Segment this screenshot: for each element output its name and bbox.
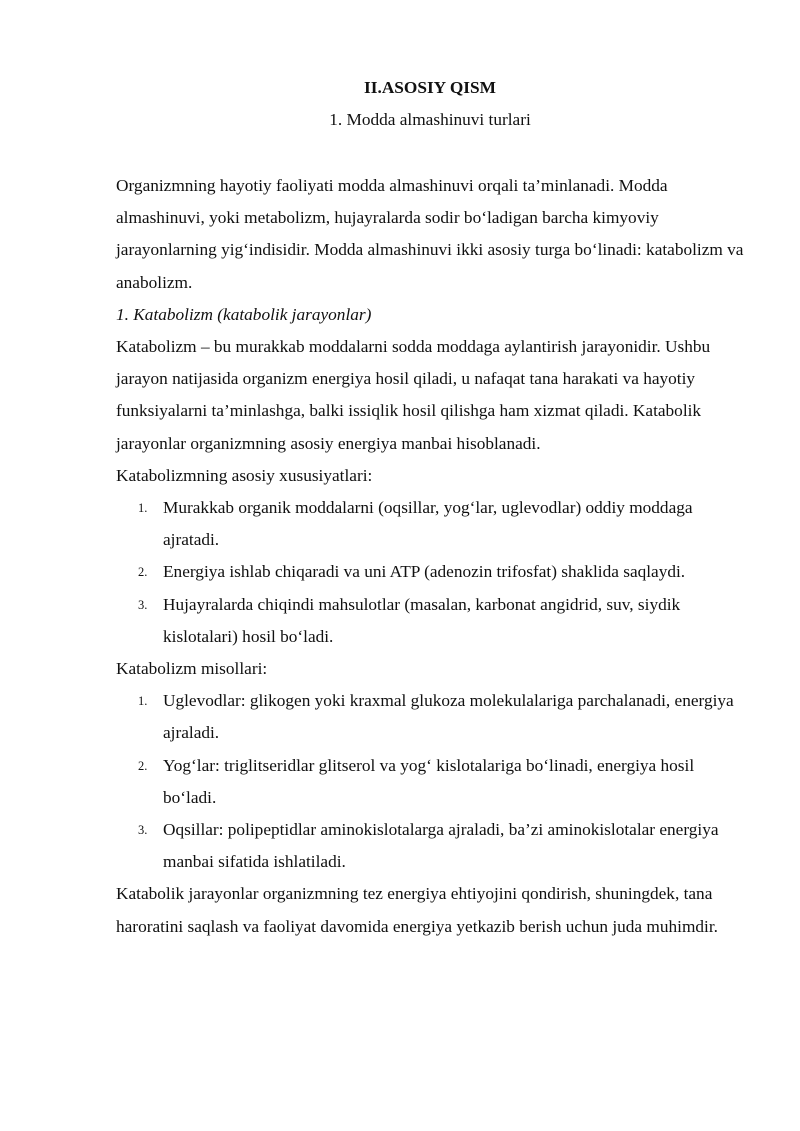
list-item	[116, 492, 744, 556]
document-page	[116, 76, 744, 943]
list-item	[116, 589, 744, 653]
list-number: 1.	[138, 501, 148, 516]
list-number: 3.	[138, 597, 148, 612]
intro-paragraph: Organizmning hayotiy faoliyati modda almashinuvi orqali ta’minlanadi. Modda almashinuvi, yoki metabolizm, hujayralarda sodir bo‘ladigan barcha kimyoviy jarayonlarning yig‘indisidir. Modda almashinuvi ikki asosiy turga bo‘linadi: katabolizm va anabolizm.	[116, 176, 744, 292]
document-body	[116, 170, 744, 943]
list-number: 3.	[138, 823, 148, 838]
list-item	[116, 814, 744, 878]
list-item-text: Uglevodlar: glikogen yoki kraxmal glukoza molekulalariga parchalanadi, energiya ajraladi.	[163, 691, 734, 743]
list-number: 1.	[138, 694, 148, 709]
list-item-text: Murakkab organik moddalarni (oqsillar, yog‘lar, uglevodlar) oddiy moddaga ajratadi.	[163, 498, 693, 550]
list-item	[116, 556, 744, 588]
list-item	[116, 750, 744, 814]
list-item-text: Hujayralarda chiqindi mahsulotlar (masalan, karbonat angidrid, suv, siydik kislotalari) hosil bo‘ladi.	[163, 594, 681, 646]
list-item-text: Energiya ishlab chiqaradi va uni ATP (adenozin trifosfat) shaklida saqlaydi.	[163, 562, 686, 582]
list-item	[116, 685, 744, 749]
list-number: 2.	[138, 565, 148, 580]
list-item-text: Oqsillar: polipeptidlar aminokislotalarga ajraladi, ba’zi aminokislotalar energiya manbai sifatida ishlatiladi.	[163, 820, 719, 872]
features-title: Katabolizmning asosiy xususiyatlari:	[116, 465, 373, 485]
list-number: 2.	[138, 758, 148, 773]
document-heading: II.ASOSIY QISM	[364, 78, 496, 97]
conclusion-paragraph: Katabolik jarayonlar organizmning tez energiya ehtiyojini qondirish, shuningdek, tana haroratini saqlash va faoliyat davomida energiya yetkazib berish uchun juda muhimdir.	[116, 884, 718, 936]
features-list	[116, 492, 744, 653]
examples-title: Katabolizm misollari:	[116, 659, 268, 679]
katabolizm-subheading: 1. Katabolizm (katabolik jarayonlar)	[116, 304, 372, 324]
section-heading: 1. Modda almashinuvi turlari	[329, 110, 531, 129]
definition-paragraph: Katabolizm – bu murakkab moddalarni sodda moddaga aylantirish jarayonidir. Ushbu jarayon natijasida organizm energiya hosil qiladi, u nafaqat tana harakati va hayotiy funksiyalarni ta’minlashga, balki issiqlik hosil qilishga ham xizmat qiladi. Katabolik jarayonlar organizmning asosiy energiya manbai hisoblanadi.	[116, 337, 711, 453]
list-item-text: Yog‘lar: triglitseridlar glitserol va yog‘ kislotalariga bo‘linadi, energiya hosil bo‘ladi.	[163, 755, 695, 807]
examples-list	[116, 685, 744, 878]
